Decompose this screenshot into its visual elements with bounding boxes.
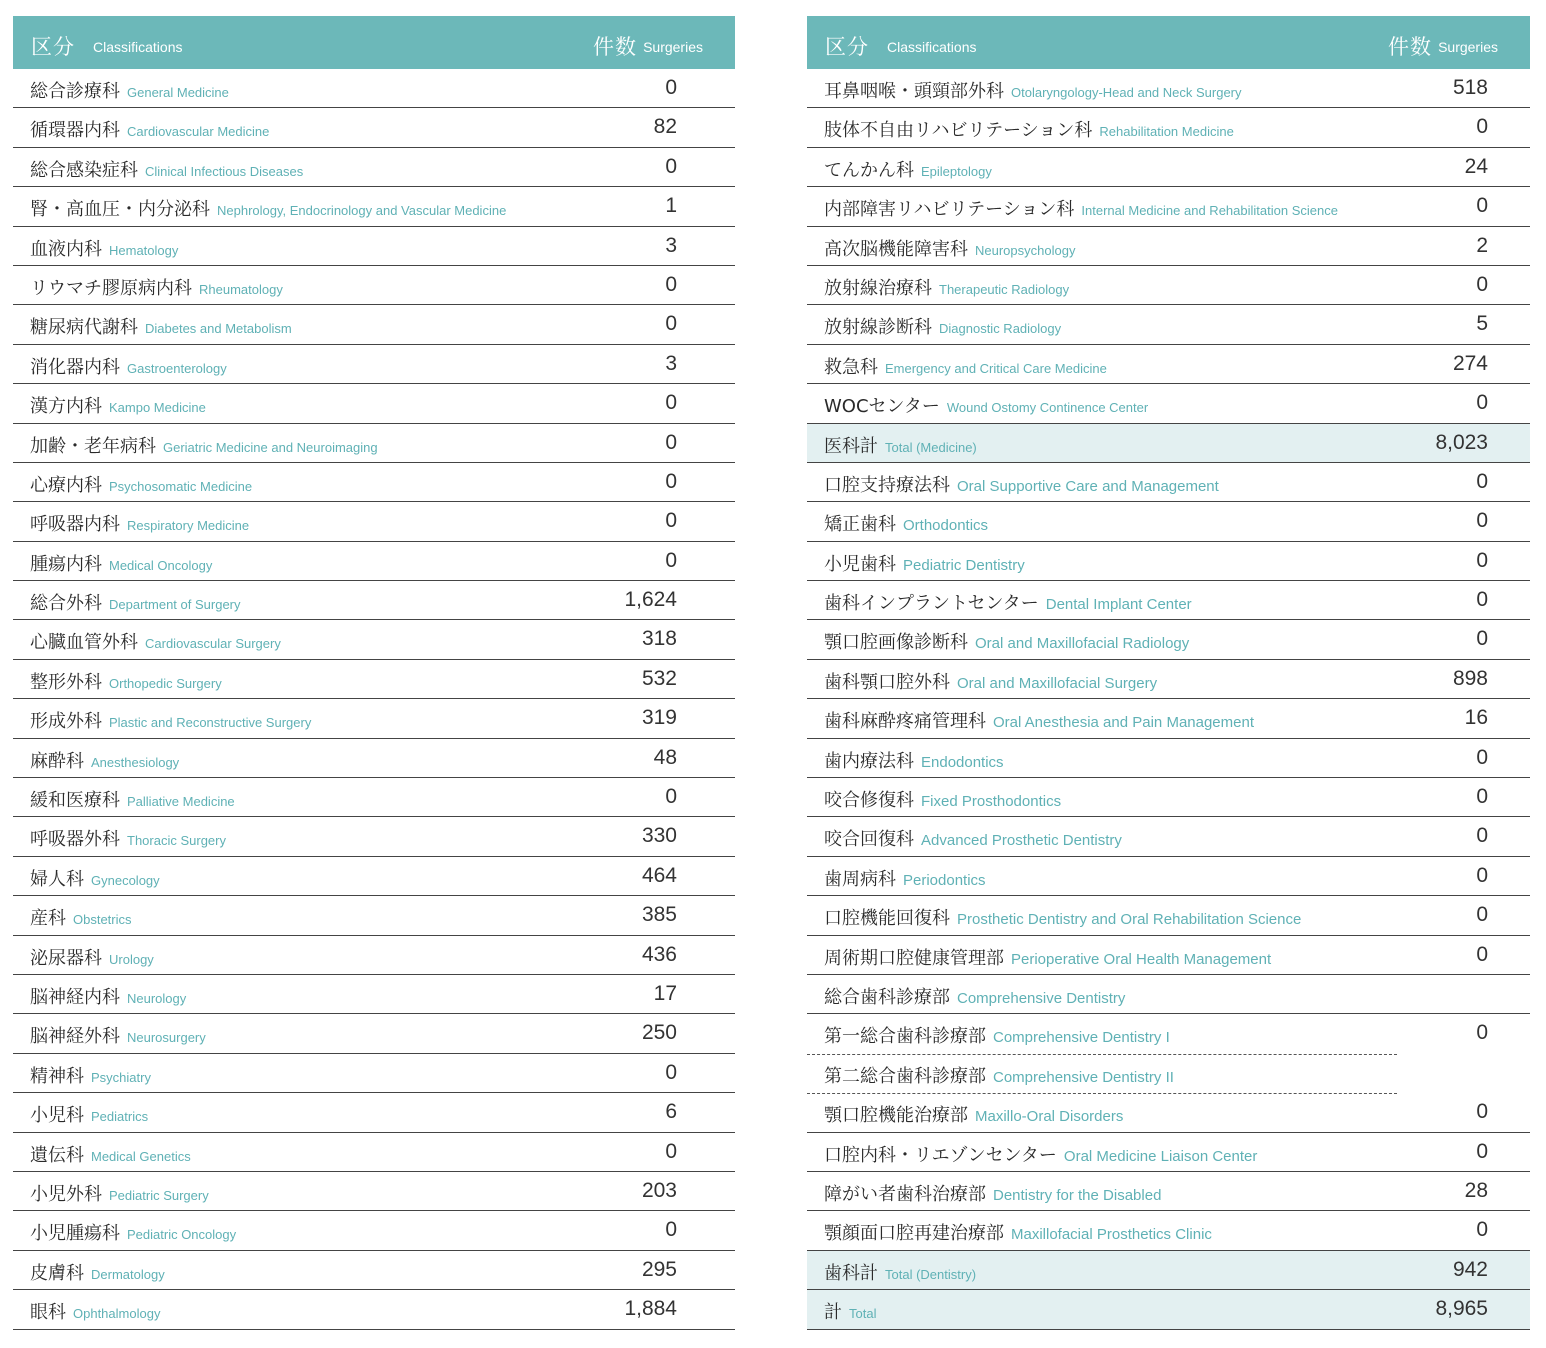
table-row — [13, 69, 735, 108]
table-row — [807, 227, 1530, 266]
table-row — [807, 345, 1530, 384]
table-row — [807, 108, 1530, 147]
row-en: Nephrology, Endocrinology and Vascular Medicine — [217, 203, 507, 219]
row-value: 0 — [665, 272, 677, 296]
row-en: Oral Supportive Care and Management — [957, 477, 1219, 495]
row-ja: WOCセンター — [824, 396, 940, 418]
row-ja: 歯科顎口腔外科 — [824, 671, 950, 693]
row-ja: 加齢・老年病科 — [30, 435, 156, 457]
table-row — [807, 69, 1530, 108]
row-value: 0 — [665, 785, 677, 809]
row-en: Total (Dentistry) — [885, 1266, 977, 1282]
table-row — [807, 660, 1530, 699]
table-row — [13, 936, 735, 975]
table-row — [13, 345, 735, 384]
row-en: Endodontics — [921, 753, 1004, 771]
row-value: 385 — [641, 903, 677, 927]
row-ja: 歯科麻酔疼痛管理科 — [824, 711, 986, 733]
row-value: 17 — [653, 981, 677, 1005]
table-row — [13, 108, 735, 147]
table-row — [807, 305, 1530, 344]
row-ja: 口腔機能回復科 — [824, 908, 950, 930]
row-en: Diabetes and Metabolism — [145, 321, 292, 337]
row-value: 0 — [1476, 1218, 1488, 1242]
row-value: 24 — [1464, 154, 1488, 178]
row-ja: 口腔内科・リエゾンセンター — [824, 1144, 1057, 1166]
row-en: Palliative Medicine — [127, 794, 235, 810]
row-en: Pediatric Oncology — [127, 1227, 237, 1243]
table-row — [13, 502, 735, 541]
table-row — [807, 778, 1530, 817]
row-value: 0 — [665, 469, 677, 493]
row-value: 82 — [653, 115, 677, 139]
row-ja: 小児外科 — [30, 1183, 102, 1205]
row-en: Hematology — [109, 242, 179, 258]
row-value: 1,624 — [624, 588, 677, 612]
row-en: Thoracic Surgery — [127, 833, 226, 849]
row-en: Kampo Medicine — [109, 400, 206, 416]
row-en: Oral Medicine Liaison Center — [1063, 1147, 1258, 1165]
table-row — [807, 542, 1530, 581]
row-ja: 心療内科 — [30, 474, 102, 496]
row-value: 0 — [1476, 115, 1488, 139]
row-ja: 遺伝科 — [30, 1144, 84, 1166]
table-row — [807, 936, 1530, 975]
row-ja: 顎口腔画像診断科 — [824, 632, 968, 654]
row-ja: 咬合回復科 — [824, 829, 914, 851]
row-ja: 精神科 — [30, 1065, 84, 1087]
header-surgeries-ja: 件数 — [593, 35, 637, 59]
row-ja: 周術期口腔健康管理部 — [824, 947, 1004, 969]
row-value: 436 — [641, 942, 677, 966]
row-en: Advanced Prosthetic Dentistry — [921, 832, 1122, 850]
row-value: 203 — [641, 1178, 677, 1202]
row-en: Ophthalmology — [73, 1306, 161, 1322]
row-en: Medical Oncology — [109, 557, 213, 573]
table-row — [807, 581, 1530, 620]
row-en: Anesthesiology — [91, 754, 180, 770]
row-ja: 小児科 — [30, 1105, 84, 1127]
row-value: 295 — [641, 1257, 677, 1281]
row-ja: 呼吸器外科 — [30, 829, 120, 851]
table-row — [807, 620, 1530, 659]
row-en: Geriatric Medicine and Neuroimaging — [163, 439, 378, 455]
row-en: Orthodontics — [903, 517, 989, 535]
table-row — [13, 542, 735, 581]
row-ja: 顎口腔機能治療部 — [824, 1105, 968, 1127]
row-ja: 泌尿器科 — [30, 947, 102, 969]
row-en: Obstetrics — [73, 912, 132, 928]
row-en: Oral and Maxillofacial Radiology — [975, 635, 1190, 653]
row-value: 5 — [1476, 312, 1488, 336]
row-en: Emergency and Critical Care Medicine — [885, 360, 1107, 376]
table-row — [13, 778, 735, 817]
row-ja: 内部障害リハビリテーション科 — [824, 199, 1075, 221]
row-en: Diagnostic Radiology — [939, 321, 1062, 337]
row-value: 2 — [1476, 233, 1488, 257]
header-surgeries-ja: 件数 — [1388, 35, 1432, 59]
row-ja: 肢体不自由リハビリテーション科 — [824, 120, 1093, 142]
row-ja: てんかん科 — [824, 159, 914, 181]
row-ja: 小児腫瘍科 — [30, 1223, 120, 1245]
row-en: Dermatology — [91, 1266, 165, 1282]
row-ja: 産科 — [30, 908, 66, 930]
table-row — [13, 1290, 735, 1329]
row-en: Comprehensive Dentistry II — [993, 1068, 1174, 1086]
table-row — [13, 975, 735, 1014]
table-row — [13, 148, 735, 187]
row-ja: 形成外科 — [30, 711, 102, 733]
table-row — [13, 1172, 735, 1211]
row-en: Epileptology — [921, 163, 992, 179]
row-value: 0 — [1476, 1021, 1488, 1045]
table-row — [807, 1093, 1530, 1132]
row-en: Pediatric Dentistry — [903, 556, 1025, 574]
header-classifications-en: Classifications — [887, 39, 977, 55]
row-en: Fixed Prosthodontics — [921, 793, 1062, 811]
row-value: 0 — [665, 76, 677, 99]
row-en: Psychosomatic Medicine — [109, 478, 253, 494]
row-value: 6 — [665, 1100, 677, 1124]
row-value: 3 — [665, 351, 677, 375]
table-row — [13, 424, 735, 463]
row-en: Gynecology — [91, 872, 160, 888]
row-en: Respiratory Medicine — [127, 518, 250, 534]
row-value: 0 — [1476, 627, 1488, 651]
row-en: Total (Medicine) — [885, 439, 977, 455]
row-ja: 障がい者歯科治療部 — [824, 1183, 986, 1205]
row-value: 319 — [641, 706, 677, 730]
table-row — [13, 227, 735, 266]
row-value: 0 — [665, 509, 677, 533]
table-row — [13, 384, 735, 423]
row-value: 250 — [641, 1021, 677, 1045]
table-row — [13, 1054, 735, 1093]
row-value: 8,023 — [1435, 430, 1488, 454]
row-en: Periodontics — [903, 871, 986, 889]
row-en: Maxillofacial Prosthetics Clinic — [1011, 1226, 1212, 1244]
row-en: Pediatric Surgery — [109, 1187, 209, 1203]
table-row — [13, 581, 735, 620]
row-value: 0 — [1476, 1139, 1488, 1163]
row-value: 0 — [1476, 272, 1488, 296]
left-table — [13, 16, 735, 1330]
total-row-medicine — [807, 424, 1530, 463]
row-value: 0 — [1476, 785, 1488, 809]
row-ja: 医科計 — [824, 435, 878, 457]
table-row — [807, 148, 1530, 187]
row-ja: 第一総合歯科診療部 — [824, 1026, 986, 1048]
table-row — [807, 187, 1530, 226]
row-value: 0 — [1476, 1100, 1488, 1124]
table-row — [807, 857, 1530, 896]
row-en: Plastic and Reconstructive Surgery — [109, 715, 312, 731]
row-value: 0 — [665, 154, 677, 178]
row-value: 0 — [1476, 548, 1488, 572]
row-value: 0 — [1476, 509, 1488, 533]
right-table — [807, 16, 1530, 1330]
table-row — [13, 187, 735, 226]
row-ja: 救急科 — [824, 356, 878, 378]
row-value: 0 — [1476, 469, 1488, 493]
row-en: Gastroenterology — [127, 360, 227, 376]
row-value: 1 — [665, 194, 677, 218]
row-value: 3 — [665, 233, 677, 257]
table-row — [807, 896, 1530, 935]
table-row — [807, 1172, 1530, 1211]
table-header — [13, 16, 735, 69]
table-row — [13, 1211, 735, 1250]
table-row — [807, 463, 1530, 502]
row-en: Cardiovascular Medicine — [127, 124, 270, 140]
row-en: Pediatrics — [91, 1109, 149, 1125]
row-en: Department of Surgery — [109, 597, 241, 613]
row-en: Dentistry for the Disabled — [993, 1186, 1162, 1204]
row-ja: 高次脳機能障害科 — [824, 238, 968, 260]
table-row — [807, 1133, 1530, 1172]
table-row — [807, 817, 1530, 856]
total-row-dentistry — [807, 1251, 1530, 1290]
table-row — [13, 739, 735, 778]
row-ja: 第二総合歯科診療部 — [824, 1065, 986, 1087]
table-header — [807, 16, 1530, 69]
table-row — [807, 739, 1530, 778]
table-row — [13, 1093, 735, 1132]
row-en: Therapeutic Radiology — [939, 281, 1070, 297]
row-ja: 漢方内科 — [30, 396, 102, 418]
row-ja: 放射線治療科 — [824, 277, 932, 299]
row-value: 0 — [665, 1218, 677, 1242]
table-row — [13, 857, 735, 896]
row-ja: 総合歯科診療部 — [824, 986, 950, 1008]
row-value: 0 — [1476, 588, 1488, 612]
row-ja: 腫瘍内科 — [30, 553, 102, 575]
row-value: 1,884 — [624, 1297, 677, 1321]
row-value: 0 — [665, 548, 677, 572]
row-ja: 咬合修復科 — [824, 790, 914, 812]
table-row — [807, 502, 1530, 541]
row-ja: 総合外科 — [30, 593, 102, 615]
row-value: 0 — [1476, 194, 1488, 218]
row-en: Neurosurgery — [127, 1030, 206, 1046]
row-en: General Medicine — [127, 85, 229, 100]
row-en: Prosthetic Dentistry and Oral Rehabilitation Science — [957, 911, 1302, 929]
row-en: Psychiatry — [91, 1069, 151, 1085]
table-row — [13, 1133, 735, 1172]
row-value: 518 — [1452, 76, 1488, 99]
row-value: 0 — [1476, 391, 1488, 415]
row-value: 0 — [1476, 863, 1488, 887]
row-ja: 小児歯科 — [824, 553, 896, 575]
row-value: 0 — [1476, 745, 1488, 769]
row-value: 464 — [641, 863, 677, 887]
row-value: 0 — [665, 1139, 677, 1163]
header-classifications-ja: 区分 — [825, 35, 869, 59]
row-en: Clinical Infectious Diseases — [145, 163, 304, 179]
row-ja: 総合診療科 — [30, 81, 120, 102]
row-value: 0 — [1476, 903, 1488, 927]
table-row — [807, 266, 1530, 305]
row-en: Comprehensive Dentistry — [957, 989, 1126, 1007]
row-en: Rheumatology — [199, 281, 283, 297]
table-row — [13, 817, 735, 856]
row-ja: 皮膚科 — [30, 1262, 84, 1284]
table-row — [13, 620, 735, 659]
row-value: 942 — [1452, 1257, 1488, 1281]
row-ja: 婦人科 — [30, 868, 84, 890]
row-value: 532 — [641, 666, 677, 690]
row-en: Rehabilitation Medicine — [1099, 124, 1234, 140]
row-ja: 呼吸器内科 — [30, 514, 120, 536]
row-en: Oral and Maxillofacial Surgery — [957, 674, 1158, 692]
row-ja: 麻酔科 — [30, 750, 84, 772]
table-row — [13, 305, 735, 344]
row-value: 0 — [665, 1060, 677, 1084]
table-row — [13, 266, 735, 305]
row-ja: 腎・高血圧・内分泌科 — [30, 199, 210, 221]
row-en: Comprehensive Dentistry I — [993, 1029, 1170, 1047]
row-ja: 血液内科 — [30, 238, 102, 260]
row-ja: 眼科 — [30, 1302, 66, 1324]
row-en: Internal Medicine and Rehabilitation Science — [1081, 203, 1338, 219]
table-row — [13, 896, 735, 935]
table-row — [807, 1211, 1530, 1250]
row-value: 8,965 — [1435, 1297, 1488, 1321]
row-en: Urology — [109, 951, 154, 967]
row-ja: リウマチ膠原病内科 — [30, 277, 192, 299]
row-ja: 脳神経外科 — [30, 1026, 120, 1048]
table-row-sub — [807, 1014, 1530, 1053]
row-ja: 整形外科 — [30, 671, 102, 693]
row-ja: 糖尿病代謝科 — [30, 317, 138, 339]
row-ja: 脳神経内科 — [30, 986, 120, 1008]
row-en: Otolaryngology-Head and Neck Surgery — [1011, 85, 1242, 100]
row-ja: 口腔支持療法科 — [824, 474, 950, 496]
row-ja: 矯正歯科 — [824, 514, 896, 536]
row-value: 318 — [641, 627, 677, 651]
table-row — [807, 699, 1530, 738]
row-ja: 歯科インプラントセンター — [824, 593, 1039, 615]
row-en: Maxillo-Oral Disorders — [975, 1108, 1124, 1126]
row-value: 0 — [1476, 824, 1488, 848]
row-en: Orthopedic Surgery — [109, 675, 222, 691]
row-en: Total — [849, 1306, 877, 1322]
row-ja: 心臓血管外科 — [30, 632, 138, 654]
row-en: Dental Implant Center — [1045, 596, 1192, 614]
row-ja: 顎顔面口腔再建治療部 — [824, 1223, 1004, 1245]
row-ja: 計 — [824, 1302, 842, 1324]
row-ja: 放射線診断科 — [824, 317, 932, 339]
table-row — [13, 1014, 735, 1053]
table-row — [13, 660, 735, 699]
row-ja: 消化器内科 — [30, 356, 120, 378]
table-row — [13, 1251, 735, 1290]
header-surgeries-en: Surgeries — [643, 39, 703, 55]
total-row-grand — [807, 1290, 1530, 1329]
row-ja: 循環器内科 — [30, 120, 120, 142]
row-value: 274 — [1452, 351, 1488, 375]
header-surgeries-en: Surgeries — [1438, 39, 1498, 55]
row-en: Neuropsychology — [975, 242, 1076, 258]
row-en: Oral Anesthesia and Pain Management — [993, 714, 1254, 732]
row-value: 48 — [653, 745, 677, 769]
row-ja: 緩和医療科 — [30, 790, 120, 812]
row-value: 0 — [1476, 942, 1488, 966]
row-en: Medical Genetics — [91, 1148, 191, 1164]
row-ja: 総合感染症科 — [30, 159, 138, 181]
table-row — [807, 975, 1530, 1014]
row-en: Perioperative Oral Health Management — [1011, 950, 1272, 968]
header-classifications-en: Classifications — [93, 39, 183, 55]
row-value: 28 — [1464, 1178, 1488, 1202]
table-row-sub — [807, 1054, 1530, 1093]
row-ja: 歯周病科 — [824, 868, 896, 890]
row-value: 0 — [665, 430, 677, 454]
row-value: 0 — [665, 391, 677, 415]
row-en: Cardiovascular Surgery — [145, 636, 281, 652]
table-row — [13, 463, 735, 502]
row-ja: 耳鼻咽喉・頭頸部外科 — [824, 81, 1004, 102]
table-row — [13, 699, 735, 738]
row-ja: 歯科計 — [824, 1262, 878, 1284]
row-value: 330 — [641, 824, 677, 848]
row-ja: 歯内療法科 — [824, 750, 914, 772]
table-row — [807, 384, 1530, 423]
header-classifications-ja: 区分 — [31, 35, 75, 59]
row-en: Neurology — [127, 990, 187, 1006]
row-value: 898 — [1452, 666, 1488, 690]
row-en: Wound Ostomy Continence Center — [946, 400, 1149, 416]
row-value: 16 — [1464, 706, 1488, 730]
row-value: 0 — [665, 312, 677, 336]
